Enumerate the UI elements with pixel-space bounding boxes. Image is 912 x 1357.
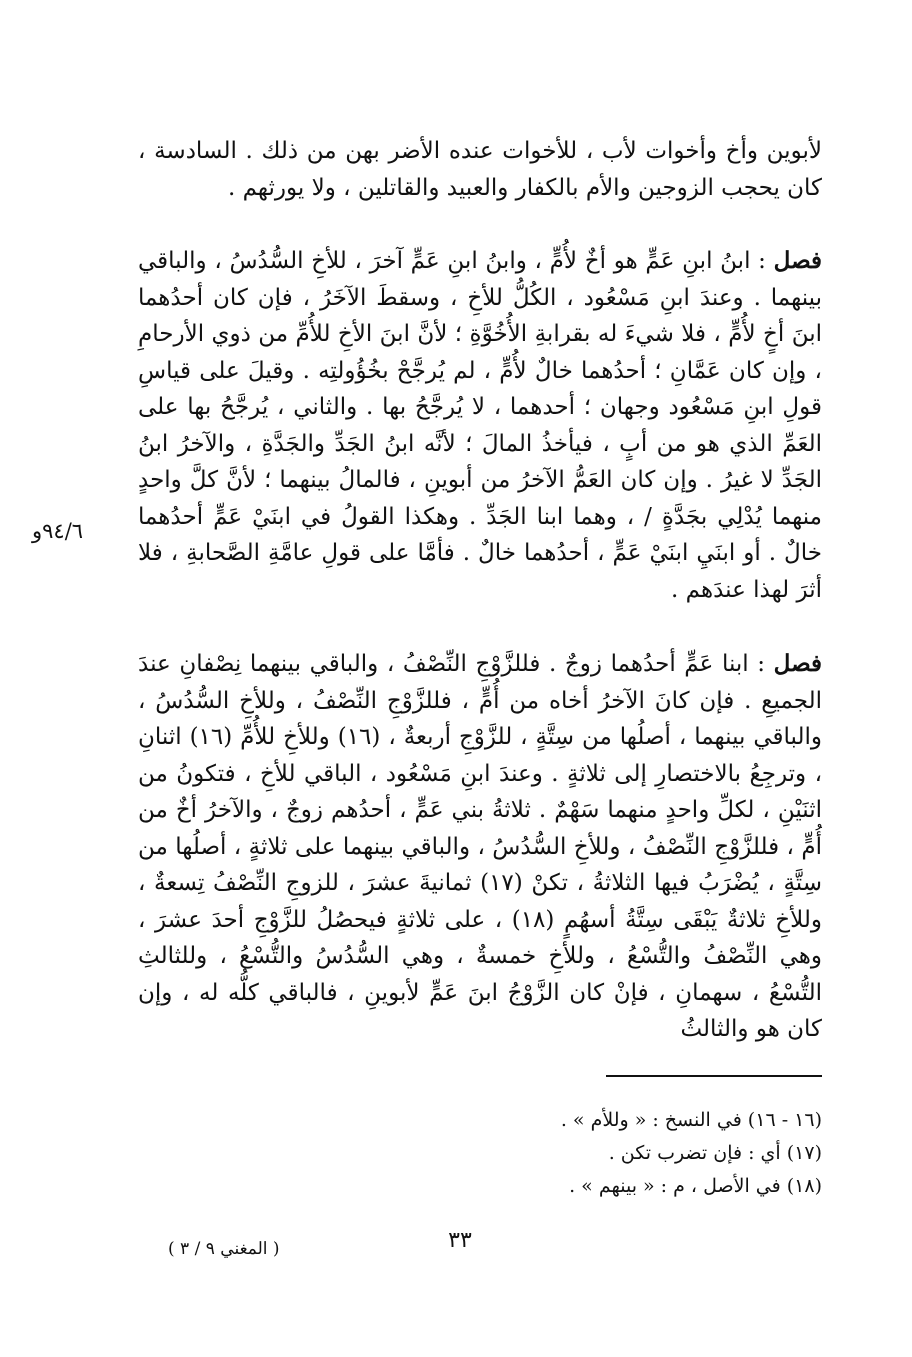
section-heading-fasl: فصل xyxy=(773,247,823,274)
paragraph-2 xyxy=(138,243,822,608)
paragraph-1 xyxy=(138,133,822,206)
footnote-18: (١٨) في الأصل ، م : « بينهم » . xyxy=(569,1175,822,1197)
margin-manuscript-reference: ٩٤/٦و xyxy=(32,519,84,543)
paragraph-3-text: : ابنا عَمٍّ أحدُهما زوجٌ . فللزَّوْجِ النِّصْفُ ، والباقي بينهما نِصْفانِ عندَ الجميعِ . فإن كانَ الآخرُ أخاه من أُمٍّ ، فللزَّوْجِ النِّصْفُ ، وللأخِ السُّدُسُ ، والباقي بينهما ، أصلُها من سِتَّةٍ ، للزَّوْجِ أربعةٌ ، (١٦) وللأخِ للأُمِّ (١٦) اثنانِ ، وترجِعُ بالاختصارِ إلى ثلاثةٍ . وعندَ ابنِ مَسْعُود ، الباقي للأخِ ، فتكونُ من اثنَيْنِ ، لكلِّ واحدٍ منهما سَهْمٌ . ثلاثةُ بني عَمٍّ ، أحدُهم زوجٌ ، والآخرُ أخٌ من أُمٍّ ، فللزَّوْجِ النِّصْفُ ، وللأخِ السُّدُسُ ، والباقي بينهما على ثلاثةٍ ، أصلُها من سِتَّةٍ ، يُضْرَبُ فيها الثلاثةُ ، تكنْ (١٧) ثمانيةَ عشرَ ، للزوجِ النِّصْفُ تِسعةٌ ، وللأخِ ثلاثةٌ يَبْقَى سِتَّةُ أسهُمٍ (١٨) ، على ثلاثةٍ فيحصُلُ للزَّوْجِ أحدَ عشرَ ، وهي النِّصْفُ والتُّسْعُ ، وللأخِ خمسةٌ ، وهي السُّدُسُ والتُّسْعُ ، وللثالثِ التُّسْعُ ، سهمانِ ، فإنْ كان الزَّوْجُ ابنَ عَمٍّ لأبوينِ ، فالباقي كلُّه له ، وإن كان هو والثالثُ xyxy=(138,651,822,1042)
page-number: ٣٣ xyxy=(448,1228,472,1253)
printing-signature: ( المغني ٩ / ٣ ) xyxy=(168,1239,280,1259)
paragraph-2-text: : ابنُ ابنِ عَمٍّ هو أخٌ لأُمٍّ ، وابنُ ابنِ عَمٍّ آخرَ ، للأخِ السُّدُسُ ، والباقي بينهما . وعندَ ابنِ مَسْعُود ، الكُلُّ للأخِ ، وسقطَ الآخَرُ ، فإن كان أحدُهما ابنَ أخٍ لأُمٍّ ، فلا شيءَ له بقرابةِ الأُخُوَّةِ ؛ لأنَّ ابنَ الأخِ للأُمِّ من ذوي الأرحامِ ، وإن كان عَمَّانِ ؛ أحدُهما خالٌ لأُمٍّ ، لم يُرجَّحْ بخُؤُولتِه . وقيلَ على قياسِ قولِ ابنِ مَسْعُود وجهان ؛ أحدهما ، لا يُرجَّحُ بها . والثاني ، يُرجَّحُ بها على العَمِّ الذي هو من أبٍ ، فيأخذُ المالَ ؛ لأنَّه ابنُ الجَدِّ والجَدَّةِ ، والآخرُ ابنُ الجَدِّ لا غيرُ . وإن كان العَمُّ الآخرُ من أبوينِ ، فالمالُ بينهما ؛ لأنَّ كلَّ واحدٍ منهما يُدْلِي بجَدَّةٍ / ، وهما ابنا الجَدِّ . وهكذا القولُ في ابنَيْ عَمٍّ أحدُهما خالٌ . أو ابنَيِ ابنَيْ عَمٍّ ، أحدُهما خالٌ . فأمَّا على قولِ عامَّةِ الصَّحابةِ ، فلا أثرَ لهذا عندَهم . xyxy=(138,248,822,603)
footnote-17: (١٧) أي : فإن تضرب تكن . xyxy=(608,1142,822,1164)
footnote-16: (١٦ - ١٦) في النسخ : « وللأم » . xyxy=(560,1109,822,1131)
paragraph-1-text: لأبوين وأخ وأخوات لأب ، للأخوات عنده الأضر بهن من ذلك . السادسة ، كان يحجب الزوجين والأم بالكفار والعبيد والقاتلين ، ولا يورثهم . xyxy=(138,138,822,201)
section-heading-fasl-2: فصل xyxy=(773,650,823,677)
paragraph-3 xyxy=(138,646,822,1048)
footnote-separator xyxy=(606,1075,822,1077)
footnotes xyxy=(420,1104,822,1203)
